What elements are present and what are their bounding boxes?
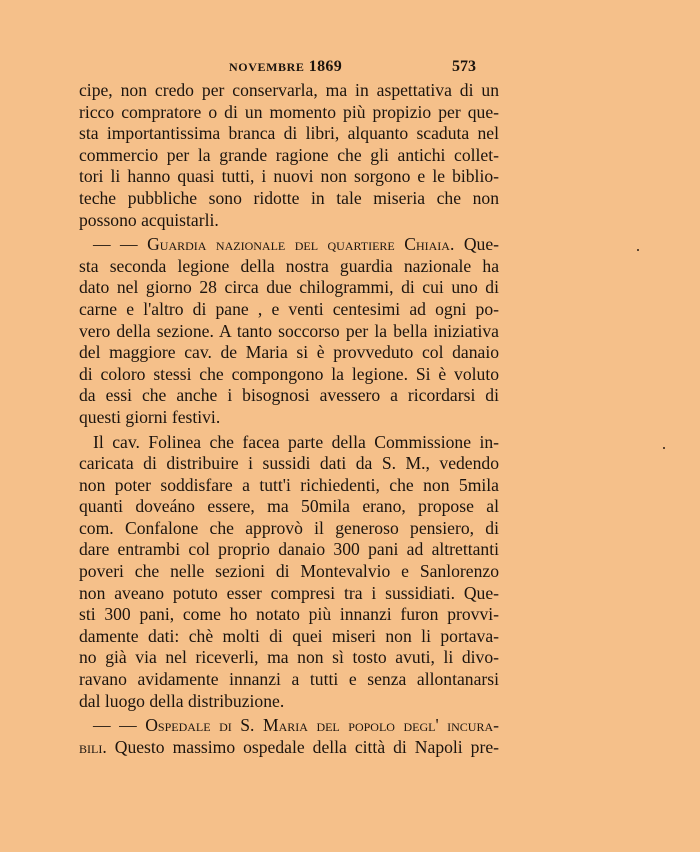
text-fragment: Questo massimo ospedale della città di Napoli pre- <box>114 736 499 757</box>
text-line: di coloro stessi che compongono la legione. Si è voluto <box>79 363 499 384</box>
text-line: poveri che nelle sezioni di Montevalvio e Sanlorenzo <box>79 561 499 582</box>
running-title <box>229 58 342 76</box>
paragraph-folinea <box>79 432 499 713</box>
paper-speck <box>637 249 639 251</box>
text-line: ricco compratore o di un momento più propizio per que- <box>79 101 499 122</box>
text-line: caricata di distribuire i sussidi dati da S. M., vedendo <box>79 453 499 474</box>
text-line: dal luogo della distribuzione. <box>79 690 285 711</box>
header-month: NOVEMBRE <box>229 60 305 74</box>
book-page <box>79 56 499 758</box>
text-line: non poter soddisfare a tutt'i richiedenti, che non 5mila <box>79 474 499 495</box>
paragraph-guardia-nazionale <box>79 234 499 428</box>
section-heading: — — Ospedale di S. Maria del popolo degl' incura- <box>93 715 499 736</box>
text-line: no già via nel riceverli, ma non sì tosto avuti, li divo- <box>79 647 499 668</box>
text-line: vero della sezione. A tanto soccorso per la bella iniziativa <box>79 320 499 341</box>
text-line: commercio per la grande ragione che gli antichi collet- <box>79 144 499 165</box>
text-line: Il cav. Folinea che facea parte della Commissione in- <box>93 431 499 452</box>
text-line: carne e l'altro di pane , e venti centesimi ad ogni po- <box>79 298 499 319</box>
text-fragment: bili. <box>79 736 107 757</box>
paragraph-continuation <box>79 80 499 231</box>
text-line: dare entrambi col proprio danaio 300 pani ad altrettanti <box>79 539 499 560</box>
text-line: sti 300 pani, come ho notato più innanzi furon provvi- <box>79 604 499 625</box>
text-line: sta importantissima branca di libri, alquanto scaduta nel <box>79 123 499 144</box>
section-heading: — — Guardia nazionale del quartiere Chiaia. <box>93 234 455 255</box>
body-text <box>79 80 499 758</box>
text-line <box>79 737 499 759</box>
header-year: 1869 <box>308 58 342 75</box>
text-line: teche pubbliche sono ridotte in tale miseria che non <box>79 187 499 208</box>
text-line: questi giorni festivi. <box>79 406 221 427</box>
paper-speck <box>663 447 665 449</box>
paragraph-ospedale <box>79 715 499 758</box>
text-line: da essi che anche i bisognosi avessero a ricordarsi di <box>79 385 499 406</box>
text-line: tori li hanno quasi tutti, i nuovi non sorgono e le biblio- <box>79 166 499 187</box>
text-line: sta seconda legione della nostra guardia nazionale ha <box>79 255 499 276</box>
running-head <box>79 56 499 80</box>
text-line <box>79 234 499 256</box>
text-fragment: Que- <box>463 234 499 255</box>
page-number: 573 <box>452 58 476 75</box>
text-line: del maggiore cav. de Maria si è provveduto col danaio <box>79 342 499 363</box>
text-line: dato nel giorno 28 circa due chilogrammi, di cui uno di <box>79 277 499 298</box>
text-line: possono acquistarli. <box>79 209 219 230</box>
text-line: cipe, non credo per conservarla, ma in aspettativa di un <box>79 80 499 100</box>
text-line: non aveano potuto esser compresi tra i sussidiati. Que- <box>79 582 499 603</box>
text-line <box>79 715 499 737</box>
text-line: ravano avidamente innanzi a tutti e senza allontanarsi <box>79 669 499 690</box>
text-line: quanti doveáno essere, ma 50mila erano, propose al <box>79 496 499 517</box>
text-line: damente dati: chè molti di quei miseri non li portava- <box>79 625 499 646</box>
text-line: com. Confalone che approvò il generoso pensiero, di <box>79 517 499 538</box>
